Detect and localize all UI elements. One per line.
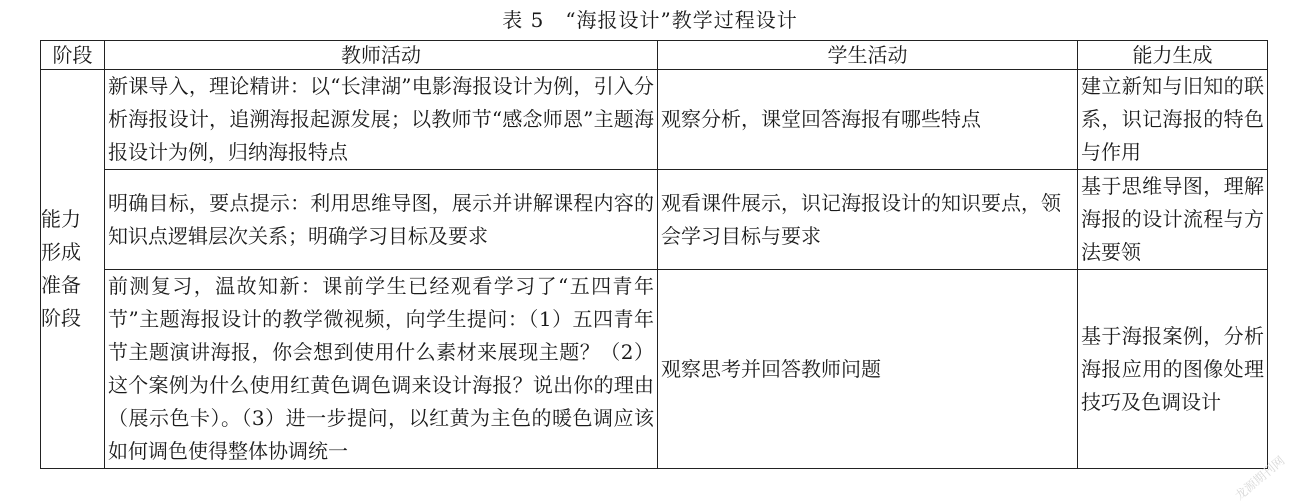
- header-row: [41, 41, 1268, 70]
- student-activity-cell: 观察分析，课堂回答海报有哪些特点: [658, 70, 1078, 170]
- stage-line: 阶段: [41, 306, 81, 330]
- teacher-activity-cell: 前测复习，温故知新：课前学生已经观看学习了“五四青年节”主题海报设计的教学微视频，向学生提问：（1）五四青年节主题演讲海报，你会想到使用什么素材来展现主题？（2）这个案例为什么使用红黄色调色调来设计海报？说出你的理由（展示色卡）。（3）进一步提问，以红黄为主色的暖色调应该如何调色使得整体协调统一: [105, 270, 658, 469]
- watermark: 龙源期刊网: [1232, 453, 1288, 503]
- stage-line: 能力: [41, 207, 81, 231]
- ability-cell: 基于海报案例，分析海报应用的图像处理技巧及色调设计: [1078, 270, 1268, 469]
- teaching-process-table: [40, 40, 1268, 469]
- teacher-activity-cell: 新课导入，理论精讲：以“长津湖”电影海报设计为例，引入分析海报设计，追溯海报起源发展；以教师节“感念师恩”主题海报设计为例，归纳海报特点: [105, 70, 658, 170]
- stage-line: 准备: [41, 273, 81, 297]
- header-stage: 阶段: [41, 41, 105, 70]
- ability-cell: 建立新知与旧知的联系，识记海报的特色与作用: [1078, 70, 1268, 170]
- header-teacher-activity: 教师活动: [105, 41, 658, 70]
- table-row: [41, 70, 1268, 170]
- stage-line: 形成: [41, 240, 81, 264]
- table-row: [41, 170, 1268, 270]
- header-ability-generation: 能力生成: [1078, 41, 1268, 70]
- teacher-activity-cell: 明确目标，要点提示：利用思维导图，展示并讲解课程内容的知识点逻辑层次关系；明确学习目标及要求: [105, 170, 658, 270]
- table-row: [41, 270, 1268, 469]
- ability-cell: 基于思维导图，理解海报的设计流程与方法要领: [1078, 170, 1268, 270]
- table-caption: 表 5 “海报设计”教学过程设计: [502, 8, 798, 32]
- student-activity-cell: 观看课件展示，识记海报设计的知识要点，领会学习目标与要求: [658, 170, 1078, 270]
- student-activity-cell: 观察思考并回答教师问题: [658, 270, 1078, 469]
- header-student-activity: 学生活动: [658, 41, 1078, 70]
- stage-cell: [41, 70, 105, 469]
